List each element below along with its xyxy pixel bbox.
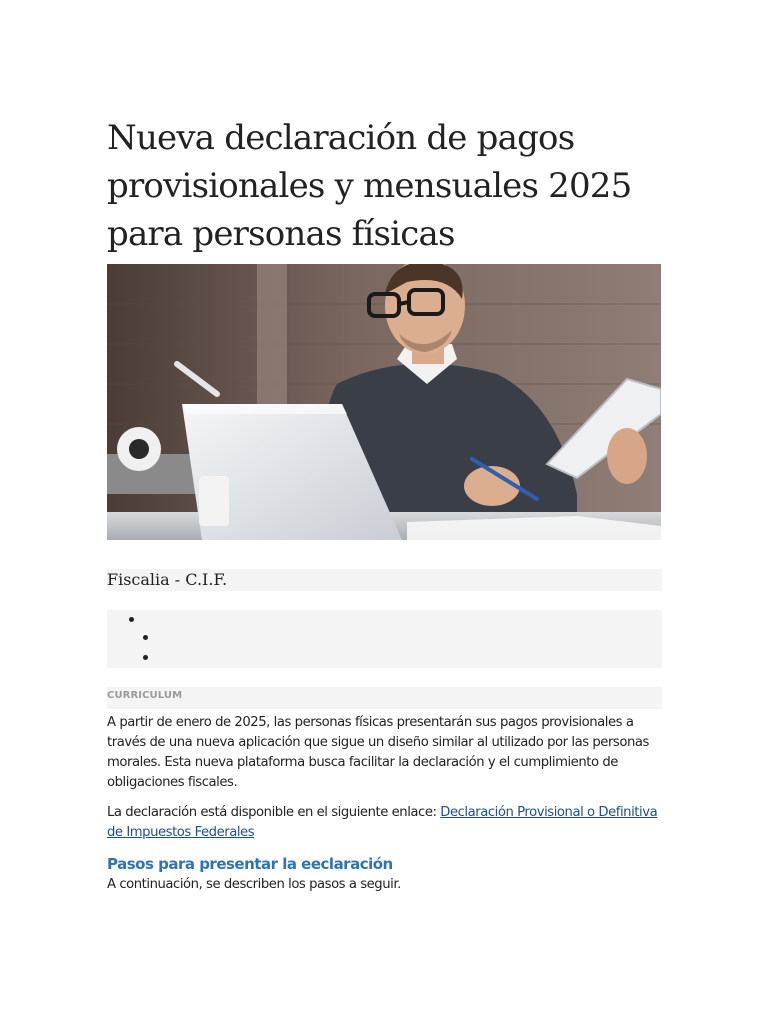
- bullet-dot: [143, 635, 148, 640]
- declaration-link[interactable]: Declaración Provisional o Definitiva de Impuestos Federales: [107, 805, 658, 840]
- category-label: [107, 687, 662, 709]
- empty-bullet-list: [107, 610, 662, 668]
- author-bar: [107, 569, 662, 591]
- section-heading: Pasos para presentar la eeclaración: [107, 855, 393, 873]
- bullet-dot: [143, 655, 148, 660]
- hero-image: [107, 264, 661, 540]
- bullet-dot: [129, 617, 134, 622]
- page-title: Nueva declaración de pagos provisionales y mensuales 2025 para personas físicas: [107, 118, 632, 254]
- link-paragraph-text: La declaración está disponible en el siguiente enlace:: [107, 805, 441, 820]
- link-paragraph: [107, 803, 667, 843]
- author-name[interactable]: Fiscalia - C.I.F.: [107, 570, 228, 589]
- intro-paragraph: A partir de enero de 2025, las personas físicas presentarán sus pagos provisionales a través de una nueva aplicación que sigue un diseño similar al utilizado por las personas morales. Esta nueva plataforma busca facilitar la declaración y el cumplimiento de obligaciones fiscales.: [107, 715, 649, 790]
- category-text[interactable]: CURRICULUM: [107, 690, 183, 701]
- section-text: A continuación, se describen los pasos a seguir.: [107, 877, 401, 892]
- hero-photo-illustration: [107, 264, 661, 540]
